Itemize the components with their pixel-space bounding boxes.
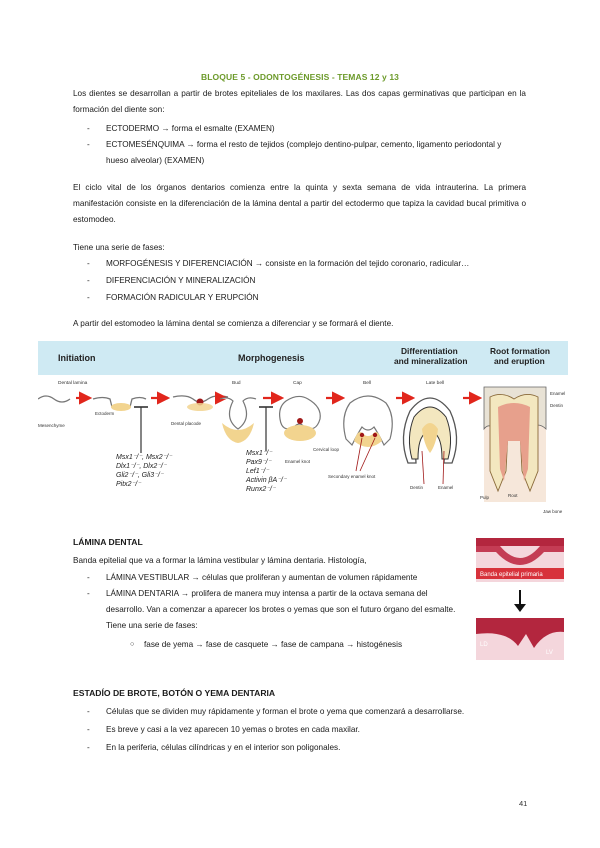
list-item: - ECTODERMO → forma el esmalte (EXAMEN): [93, 121, 523, 137]
phases-intro: Tiene una serie de fases:: [73, 243, 165, 252]
section-title-lamina: LÁMINA DENTAL: [73, 537, 143, 547]
placode-mesenchyme: [187, 403, 213, 411]
cycle-paragraph: El ciclo vital de los órganos dentarios comienza entre la quinta y sexta semana de vida intrauterina. La primera manifestación consiste en la diferenciación de la lámina dental a partir del ectodermo que tapiza la cavidad bucal primitiva o estomodeo.: [73, 183, 526, 224]
section-title-brote: ESTADÍO DE BROTE, BOTÓN O YEMA DENTARIA: [73, 688, 276, 698]
list-item: - LÁMINA DENTARIA → prolifera de manera muy intensa a partir de la octava semana del desarrollo. Van a comenzar a aparecer los brotes o yemas que son el futuro órgano del esmalte. Tiene una serie de fases:: [93, 586, 468, 634]
header-morphogenesis: Morphogenesis: [238, 353, 305, 363]
list-item: - DIFERENCIACIÓN Y MINERALIZACIÓN: [93, 273, 523, 289]
tooth-development-diagram: [38, 341, 568, 526]
label-cervical-loop: Cervical loop: [313, 447, 340, 452]
layer-ectodermo: ECTODERMO → forma el esmalte (EXAMEN): [106, 124, 275, 133]
list-item: - FORMACIÓN RADICULAR Y ERUPCIÓN: [93, 290, 523, 306]
label-mesenchyme: Mesenchyme: [38, 423, 65, 428]
secondary-knot: [360, 433, 364, 437]
lamina-dentaria: LÁMINA DENTARIA → prolifera de manera muy intensa a partir de la octava semana del desarrollo. Van a comenzar a aparecer los brotes o yemas que son el futuro órgano del esmalte. Tiene una serie de fases:: [106, 589, 456, 630]
gene-list-a-1: Msx1⁻/⁻, Msx2⁻/⁻: [116, 454, 173, 461]
label-dentin-right: Dentin: [550, 403, 564, 408]
brote-item-3: En la periferia, células cilíndricas y en el interior son poligonales.: [106, 743, 341, 752]
page-header: BLOQUE 5 - ODONTOGÉNESIS - TEMAS 12 y 13: [201, 72, 399, 82]
late-bell-pulp: [422, 423, 438, 453]
stage-bell: Bell: [363, 381, 371, 386]
stage-cap: Cap: [293, 381, 302, 386]
label-dentin: Dentin: [410, 485, 424, 490]
histology-caption: Banda epitelial primaria: [480, 572, 543, 578]
histology-epithelium: [476, 538, 564, 546]
gene-list-a-3: Gli2⁻/⁻, Gli3⁻/⁻: [116, 472, 164, 479]
gene-list-b-2: Pax9⁻/⁻: [246, 459, 272, 466]
gene-list-b-5: Runx2⁻/⁻: [246, 486, 276, 493]
label-pulp: Pulp: [480, 495, 490, 500]
bell-mesenchyme: [354, 432, 382, 447]
cap-mesenchyme: [284, 425, 316, 441]
list-item: - ECTOMESÉNQUIMA → forma el resto de tejidos (complejo dentino-pulpar, cemento, ligamento periodontal y hueso alveolar) (EXAMEN): [93, 137, 523, 169]
circle-bullet-icon: ○: [130, 641, 135, 648]
label-enamel-right: Enamel: [550, 391, 566, 396]
page-number: 41: [519, 799, 528, 808]
pointer-line: [422, 451, 424, 484]
brote-item-1: Células que se dividen muy rápidamente y forman el brote o yema que comenzará a desarrollarse.: [106, 707, 465, 716]
phase-diferenciacion: DIFERENCIACIÓN Y MINERALIZACIÓN: [106, 276, 256, 285]
label-enamel: Enamel: [438, 485, 454, 490]
label-dental-placode: Dental placode: [171, 421, 202, 426]
enamel-knot: [297, 418, 303, 424]
phase-formacion-radicular: FORMACIÓN RADICULAR Y ERUPCIÓN: [106, 293, 259, 302]
list-item: - MORFOGÉNESIS Y DIFERENCIACIÓN → consiste en la formación del tejido coronario, radicular…: [93, 256, 523, 272]
sub-list-item: [126, 637, 456, 653]
label-secondary-enamel-knot: Secondary enamel knot: [328, 474, 376, 479]
list-item: - LÁMINA VESTIBULAR → células que proliferan y aumentan de volumen rápidamente: [93, 570, 468, 586]
stage-bud: Bud: [232, 381, 241, 386]
gene-list-a-4: Pitx2⁻/⁻: [116, 481, 141, 488]
list-item: - Es breve y casi a la vez aparecen 10 yemas o brotes en cada maxilar.: [93, 722, 523, 738]
stage-late-bell: Late bell: [426, 381, 445, 386]
tooth-development-figure: [38, 341, 568, 526]
layer-ectomesenquima: ECTOMESÉNQUIMA → forma el resto de tejidos (complejo dentino-pulpar, cemento, ligamento periodontal y hueso alveolar) (EXAMEN): [106, 140, 502, 165]
label-ectoderm: Ectoderm: [95, 411, 115, 416]
bud-shape: [220, 398, 256, 429]
header-initiation: Initiation: [58, 353, 96, 363]
label-enamel-knot: Enamel knot: [285, 459, 311, 464]
phase-morfogenesis: MORFOGÉNESIS Y DIFERENCIACIÓN → consiste en la formación del tejido coronario, radicular…: [106, 259, 470, 268]
brote-item-2: Es breve y casi a la vez aparecen 10 yemas o brotes en cada maxilar.: [106, 725, 360, 734]
lamina-vestibular: LÁMINA VESTIBULAR → células que proliferan y aumentan de volumen rápidamente: [106, 573, 418, 582]
mesenchyme-shape: [111, 403, 131, 411]
list-item: - En la periferia, células cilíndricas y en el interior son poligonales.: [93, 740, 523, 756]
label-lv: LV: [546, 650, 553, 656]
gene-list-b-3: Lef1⁻/⁻: [246, 468, 269, 475]
list-item: - Células que se dividen muy rápidamente y forman el brote o yema que comenzará a desarrollarse.: [93, 704, 523, 720]
estomodeo-paragraph: A partir del estomodeo la lámina dental se comienza a diferenciar y se formará el diente.: [73, 319, 394, 328]
dental-lamina-shape: [38, 396, 70, 402]
label-root: Root: [508, 493, 518, 498]
label-jaw-bone: Jaw bone: [543, 509, 563, 514]
stage-dental-lamina: Dental lamina: [58, 381, 88, 386]
header-root-formation: Root formation and eruption: [490, 346, 551, 366]
secondary-knot: [373, 433, 377, 437]
gene-list-b-4: Activin βA⁻/⁻: [246, 477, 287, 484]
header-differentiation: Differentiation and mineralization: [394, 346, 468, 366]
lamina-description: Banda epitelial que va a formar la lámina vestibular y lámina dentaria. Histología,: [73, 556, 367, 565]
arrow-down-head: [514, 604, 526, 612]
intro-paragraph: Los dientes se desarrollan a partir de brotes epiteliales de los maxilares. Las dos capas germinativas que participan en la formación del diente son:: [73, 89, 526, 114]
label-ld: LD: [480, 642, 488, 648]
gene-list-a-2: Dlx1⁻/⁻, Dlx2⁻/⁻: [116, 463, 167, 470]
fases-lamina: fase de yema → fase de casquete → fase de campana → histogénesis: [144, 640, 403, 649]
lamina-histology-image: [476, 538, 564, 660]
gene-list-b-1: Msx1⁻/⁻: [246, 450, 273, 457]
